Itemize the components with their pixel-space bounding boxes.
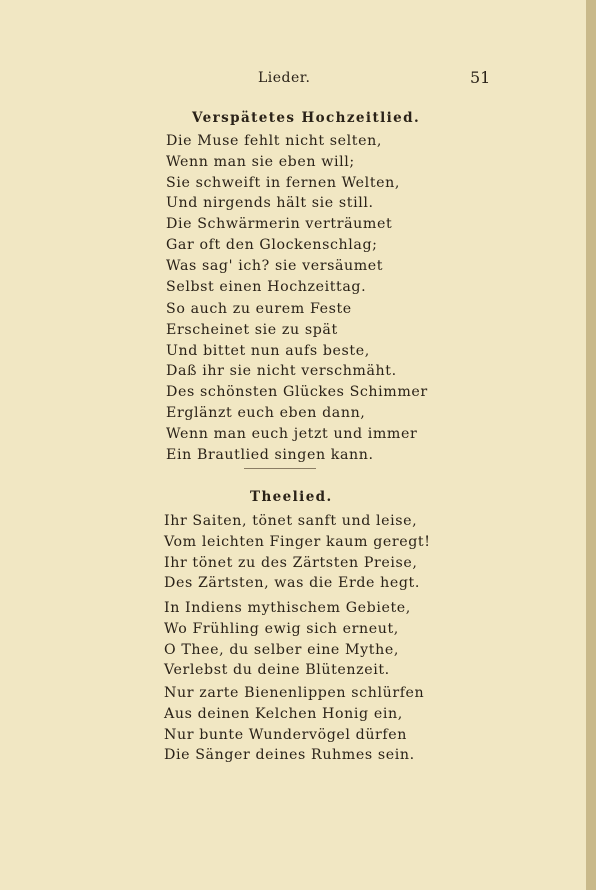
stanza-2 xyxy=(166,299,428,465)
verse-line: Die Sänger deines Ruhmes sein. xyxy=(164,747,415,764)
verse-line: So auch zu eurem Feste xyxy=(166,301,352,317)
stanza-3 xyxy=(164,511,431,594)
verse-line: Ihr tönet zu des Zärtsten Preise, xyxy=(164,554,418,571)
verse-line: Des Zärtsten, was die Erde hegt. xyxy=(164,575,420,592)
verse-line: Wenn man sie eben will; xyxy=(166,153,355,170)
verse-line: Erscheinet sie zu spät xyxy=(166,321,338,338)
verse-line: Die Muse fehlt nicht selten, xyxy=(166,133,382,149)
verse-line: Des schönsten Glückes Schimmer xyxy=(166,384,428,401)
verse-line: Und bittet nun aufs beste, xyxy=(166,342,370,359)
verse-line: Ein Brautlied singen kann. xyxy=(166,446,374,463)
verse-line: Wo Frühling ewig sich erneut, xyxy=(164,620,399,637)
verse-line: Erglänzt euch eben dann, xyxy=(166,404,366,421)
verse-line: Ihr Saiten, tönet sanft und leise, xyxy=(164,513,418,529)
section-divider xyxy=(244,468,316,469)
verse-line: Wenn man euch jetzt und immer xyxy=(166,425,418,442)
poem-title-theelied: Theelied. xyxy=(250,489,333,505)
verse-line: Verlebst du deine Blütenzeit. xyxy=(164,662,390,679)
verse-line: O Thee, du selber eine Mythe, xyxy=(164,641,399,658)
verse-line: Aus deinen Kelchen Honig ein, xyxy=(164,705,403,722)
poem-title-hochzeitlied: Verspätetes Hochzeitlied. xyxy=(192,110,421,126)
verse-line: Daß ihr sie nicht verschmäht. xyxy=(166,363,397,380)
stanza-1 xyxy=(166,131,400,297)
verse-line: Sie schweift in fernen Welten, xyxy=(166,174,400,191)
verse-line: Die Schwärmerin verträumet xyxy=(166,216,393,233)
verse-line: Und nirgends hält sie still. xyxy=(166,195,374,212)
verse-line: Selbst einen Hochzeittag. xyxy=(166,278,367,295)
verse-line: Was sag' ich? sie versäumet xyxy=(166,257,384,274)
stanza-4 xyxy=(164,598,411,681)
verse-line: Vom leichten Finger kaum geregt! xyxy=(164,533,431,550)
running-head: Lieder. xyxy=(258,70,311,86)
verse-line: Nur zarte Bienenlippen schlürfen xyxy=(164,685,425,701)
verse-line: Nur bunte Wundervögel dürfen xyxy=(164,726,408,743)
stanza-5 xyxy=(164,683,424,766)
page-number: 51 xyxy=(470,68,491,87)
page-header xyxy=(0,70,586,90)
verse-line: Gar oft den Glockenschlag; xyxy=(166,236,378,253)
verse-line: In Indiens mythischem Gebiete, xyxy=(164,600,411,616)
